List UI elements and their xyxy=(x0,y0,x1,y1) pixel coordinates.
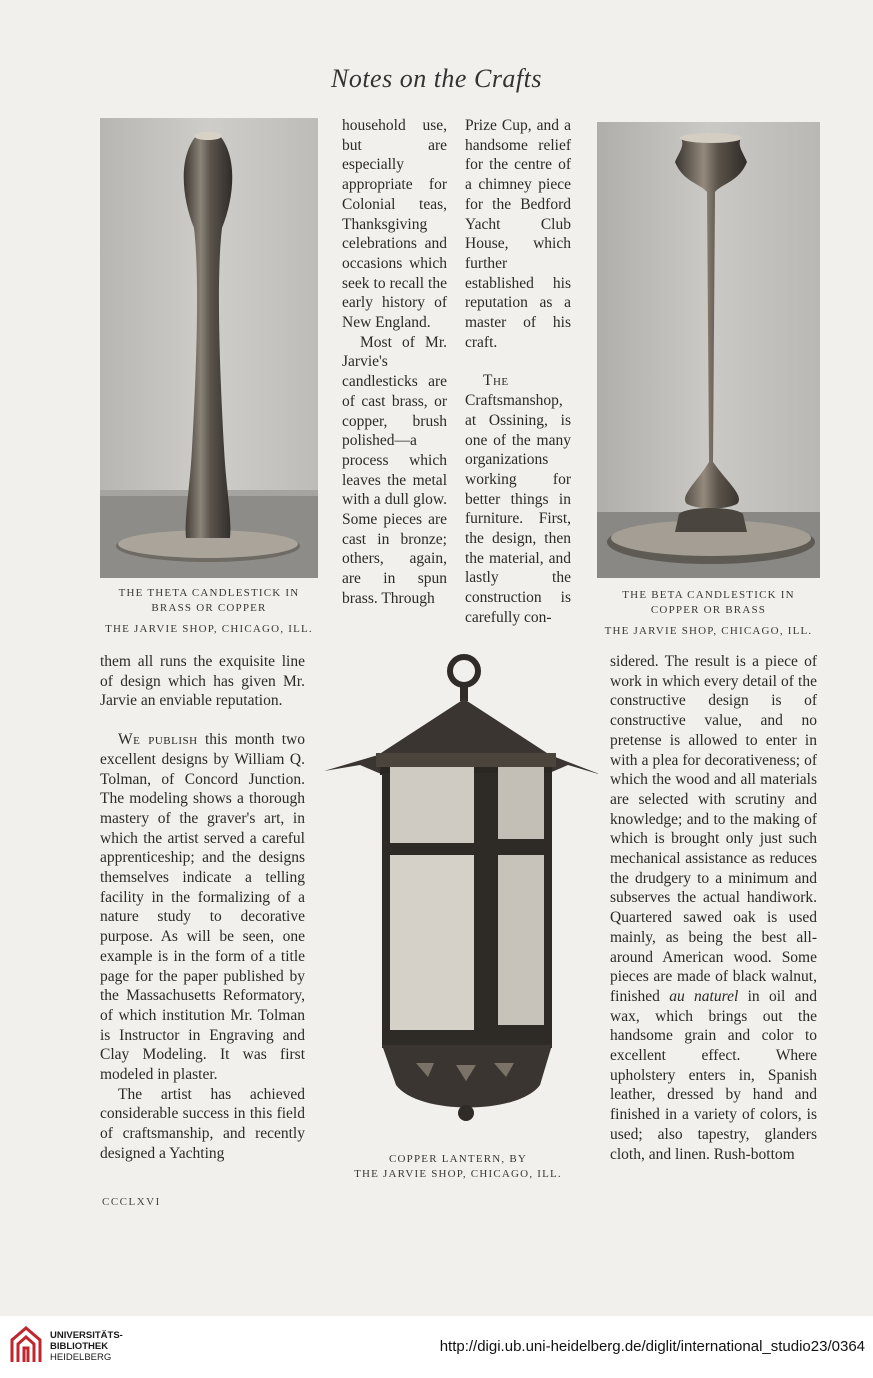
we-publish-lead: We publish xyxy=(118,731,198,749)
library-name-line2: BIBLIOTHEK xyxy=(50,1341,109,1352)
library-name xyxy=(50,1330,123,1363)
right-text-a: sidered. The result is a piece of work in which every detail of the constructive design is of constructive value, and no pretense is allowed to enter in with a plea for decorativeness; of which the wood and all materials are selected with scrutiny and knowledge; and to the making of which is brought only just such mechanical assistance as reduces the drudgery to a minimum and subserves the actual handiwork. Quartered sawed oak is used mainly, as being the best all-around American wood. Some pieces are made of black walnut, finished xyxy=(610,653,817,1005)
lantern-caption-line2: THE JARVIE SHOP, CHICAGO, ILL. xyxy=(354,1168,562,1180)
right-paragraph-1 xyxy=(610,652,817,1164)
library-name-line3: HEIDELBERG xyxy=(50,1352,112,1363)
beta-caption-line1: THE BETA CANDLESTICK IN xyxy=(622,589,795,601)
text-column-right xyxy=(610,652,817,1164)
theta-candlestick-image xyxy=(100,118,318,578)
middle-right-paragraph-2 xyxy=(465,371,571,627)
theta-caption-line3: THE JARVIE SHOP, CHICAGO, ILL. xyxy=(105,623,313,635)
theta-caption-line2: BRASS OR COPPER xyxy=(151,602,267,614)
copper-lantern-figure xyxy=(318,645,598,1150)
library-name-line1: UNIVERSITÄTS- xyxy=(50,1330,123,1341)
page-folio: CCCLXVI xyxy=(102,1196,161,1208)
craftsmanshop-lead: The xyxy=(483,372,509,390)
tolman-text: this month two excellent designs by William Q. Tolman, of Concord Junction. The modeling shows a thorough mastery of the graver's art, in which the artist served a careful apprenticeship; and the designs themselves indicate a telling facility in the formalizing of a nature study to decorative purpose. As will be seen, one example is in the form of a title page for the paper published by the Massachusetts Reformatory, of which institution Mr. Tolman is Instructor in Engraving and Clay Modeling. It was first modeled in plaster. xyxy=(100,731,305,1084)
left-paragraph-1: them all runs the exquisite line of design which has given Mr. Jarvie an enviable reputation. xyxy=(100,653,305,710)
beta-candlestick-photo xyxy=(597,122,820,578)
beta-caption-line2: COPPER OR BRASS xyxy=(650,604,767,616)
lantern-caption-line1: COPPER LANTERN, BY xyxy=(388,1153,528,1165)
copper-lantern-image xyxy=(318,645,598,1150)
middle-right-paragraph-1: Prize Cup, and a handsome relief for the centre of a chimney piece for the Bedford Yacht Club House, which further established his reputation as a master of his craft. xyxy=(465,117,571,351)
text-column-middle-right xyxy=(465,116,571,628)
source-url-link[interactable]: http://digi.ub.uni-heidelberg.de/diglit/international_studio23/0364 xyxy=(439,1338,865,1355)
beta-candlestick-image xyxy=(597,122,820,578)
lantern-caption xyxy=(318,1152,598,1182)
right-text-b: in oil and wax, which brings out the handsome grain and color to excellent effect. Where upholstery enters in, Spanish leather, dressed by hand and finished in a variety of colors, is used; also tapestry, glanders cloth, and linen. Rush-bottom xyxy=(610,987,817,1163)
middle-left-paragraph-2: Most of Mr. Jarvie's candlesticks are of cast brass, or copper, brush polished—a process which leaves the metal with a dull glow. Some pieces are cast in bronze; others, again, are in spun brass. Through xyxy=(342,333,447,607)
left-paragraph-2 xyxy=(100,730,305,1085)
heidelberg-library-logo-icon xyxy=(10,1326,42,1364)
beta-caption-line3: THE JARVIE SHOP, CHICAGO, ILL. xyxy=(604,625,813,637)
library-footer xyxy=(0,1316,873,1378)
au-naturel: au naturel xyxy=(669,987,739,1005)
running-head: Notes on the Crafts xyxy=(330,64,542,93)
theta-caption xyxy=(100,586,318,637)
theta-candlestick-photo xyxy=(100,118,318,578)
craftsmanshop-text: Craftsmanshop, at Ossining, is one of the many organizations working for better things in furniture. First, the design, then the material, and lastly the construction is carefully con- xyxy=(465,392,571,626)
text-column-middle-left xyxy=(342,116,447,609)
left-paragraph-3: The artist has achieved considerable success in this field of craftsmanship, and recently designed a Yachting xyxy=(100,1085,305,1162)
theta-caption-line1: THE THETA CANDLESTICK IN xyxy=(118,587,300,599)
text-column-left xyxy=(100,652,305,1164)
beta-caption xyxy=(597,588,820,639)
middle-left-paragraph-1: household use, but are especially appropriate for Colonial teas, Thanksgiving celebrations and occasions which seek to recall the early history of New England. xyxy=(342,117,447,332)
